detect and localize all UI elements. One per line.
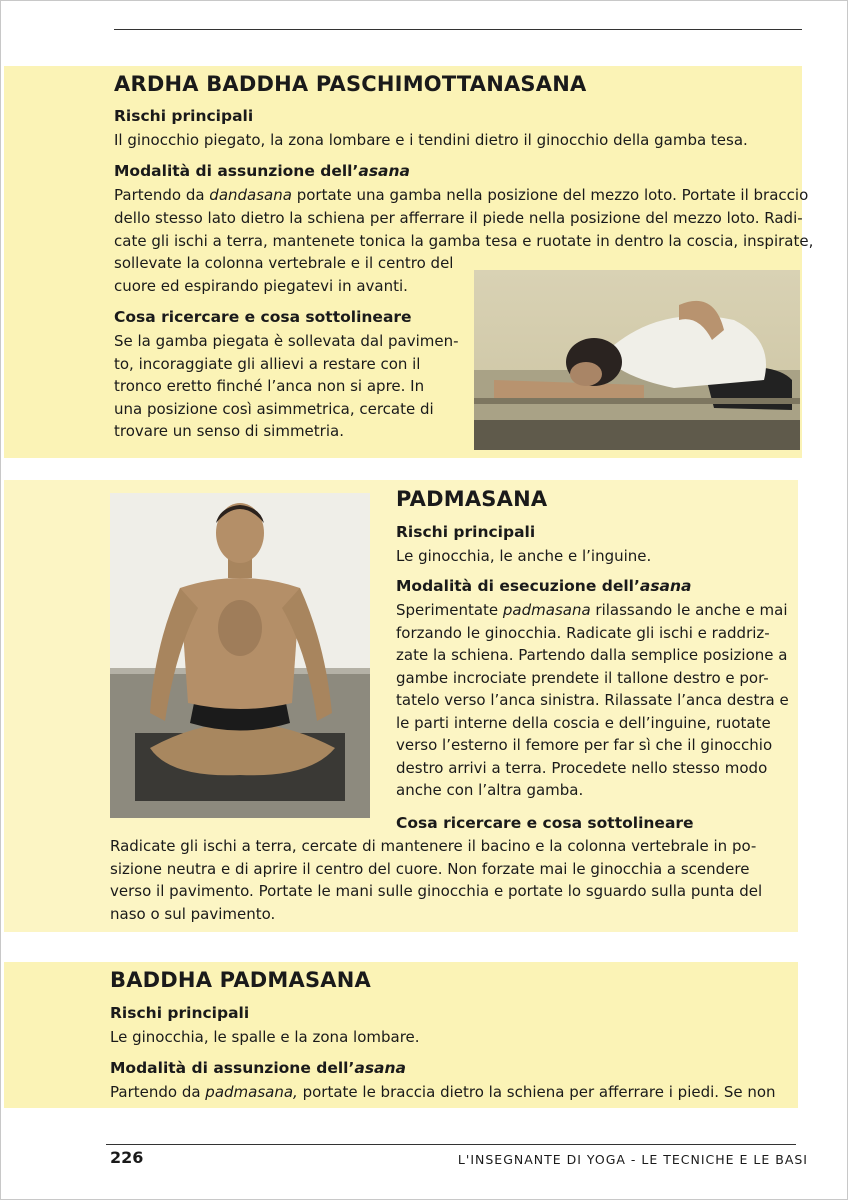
text-line: anche con l’altra gamba. (396, 781, 584, 799)
text-line: Partendo da padmasana, portate le braccia dietro la schiena per afferrare i piedi. Se non (110, 1083, 776, 1101)
method-heading-baddha: Modalità di assunzione dell’asana (110, 1059, 406, 1077)
forward-bend-photo (474, 270, 800, 450)
text-line: tronco eretto finché l’anca non si apre. In (114, 377, 425, 395)
text-line: una posizione così asimmetrica, cercate di (114, 400, 434, 418)
text-line: cate gli ischi a terra, mantenete tonica la gamba tesa e ruotate in dentro la coscia, inspirate, (114, 232, 814, 250)
text-line: zate la schiena. Partendo dalla semplice posizione a (396, 646, 788, 664)
text-line: trovare un senso di simmetria. (114, 422, 344, 440)
text-line: sizione neutra e di aprire il centro del cuore. Non forzate mai le ginocchia a scendere (110, 860, 750, 878)
text-line: forzando le ginocchia. Radicate gli ischi e raddriz- (396, 624, 770, 642)
text-line: Sperimentate padmasana rilassando le anche e mai (396, 601, 788, 619)
text-line: gambe incrociate prendete il tallone destro e por- (396, 669, 769, 687)
text-line: dello stesso lato dietro la schiena per afferrare il piede nella posizione del mezzo loto. Radi- (114, 209, 803, 227)
risks-text-padmasana: Le ginocchia, le anche e l’inguine. (396, 547, 652, 565)
text-line: cuore ed espirando piegatevi in avanti. (114, 277, 408, 295)
text-line: le parti interne della coscia e dell’inguine, ruotate (396, 714, 771, 732)
text-line: naso o sul pavimento. (110, 905, 276, 923)
footer-rule (106, 1144, 796, 1145)
risks-heading-ardha: Rischi principali (114, 107, 254, 125)
page-number: 226 (110, 1148, 144, 1167)
text-line: Radicate gli ischi a terra, cercate di mantenere il bacino e la colonna vertebrale in po- (110, 837, 757, 855)
risks-heading-baddha: Rischi principali (110, 1004, 250, 1022)
text-line: verso il pavimento. Portate le mani sulle ginocchia e portate lo sguardo sulla punta del (110, 882, 763, 900)
section-title-padmasana: PADMASANA (396, 487, 548, 511)
method-heading-ardha: Modalità di assunzione dell’asana (114, 162, 410, 180)
lotus-photo (110, 493, 370, 818)
text-line: tatelo verso l’anca sinistra. Rilassate l’anca destra e (396, 691, 789, 709)
text-line: verso l’esterno il femore per far sì che il ginocchio (396, 736, 773, 754)
text-line: to, incoraggiate gli allievi a restare con il (114, 355, 421, 373)
text-line: Se la gamba piegata è sollevata dal pavimen- (114, 332, 459, 350)
risks-text-baddha: Le ginocchia, le spalle e la zona lombare. (110, 1028, 420, 1046)
text-line: sollevate la colonna vertebrale e il centro del (114, 254, 454, 272)
look-heading-ardha: Cosa ricercare e cosa sottolineare (114, 308, 412, 326)
risks-heading-padmasana: Rischi principali (396, 523, 536, 541)
method-heading-padmasana: Modalità di esecuzione dell’asana (396, 577, 692, 595)
running-footer: L'INSEGNANTE DI YOGA - LE TECNICHE E LE BASI (457, 1152, 808, 1167)
look-heading-padmasana: Cosa ricercare e cosa sottolineare (396, 814, 694, 832)
top-rule (114, 29, 802, 30)
text-line: Partendo da dandasana portate una gamba nella posizione del mezzo loto. Portate il braccio (114, 186, 809, 204)
text-line: destro arrivi a terra. Procedete nello stesso modo (396, 759, 768, 777)
section-title-baddha: BADDHA PADMASANA (110, 968, 371, 992)
section-title-ardha: ARDHA BADDHA PASCHIMOTTANASANA (114, 72, 587, 96)
risks-text-ardha: Il ginocchio piegato, la zona lombare e i tendini dietro il ginocchio della gamba tesa. (114, 131, 748, 149)
